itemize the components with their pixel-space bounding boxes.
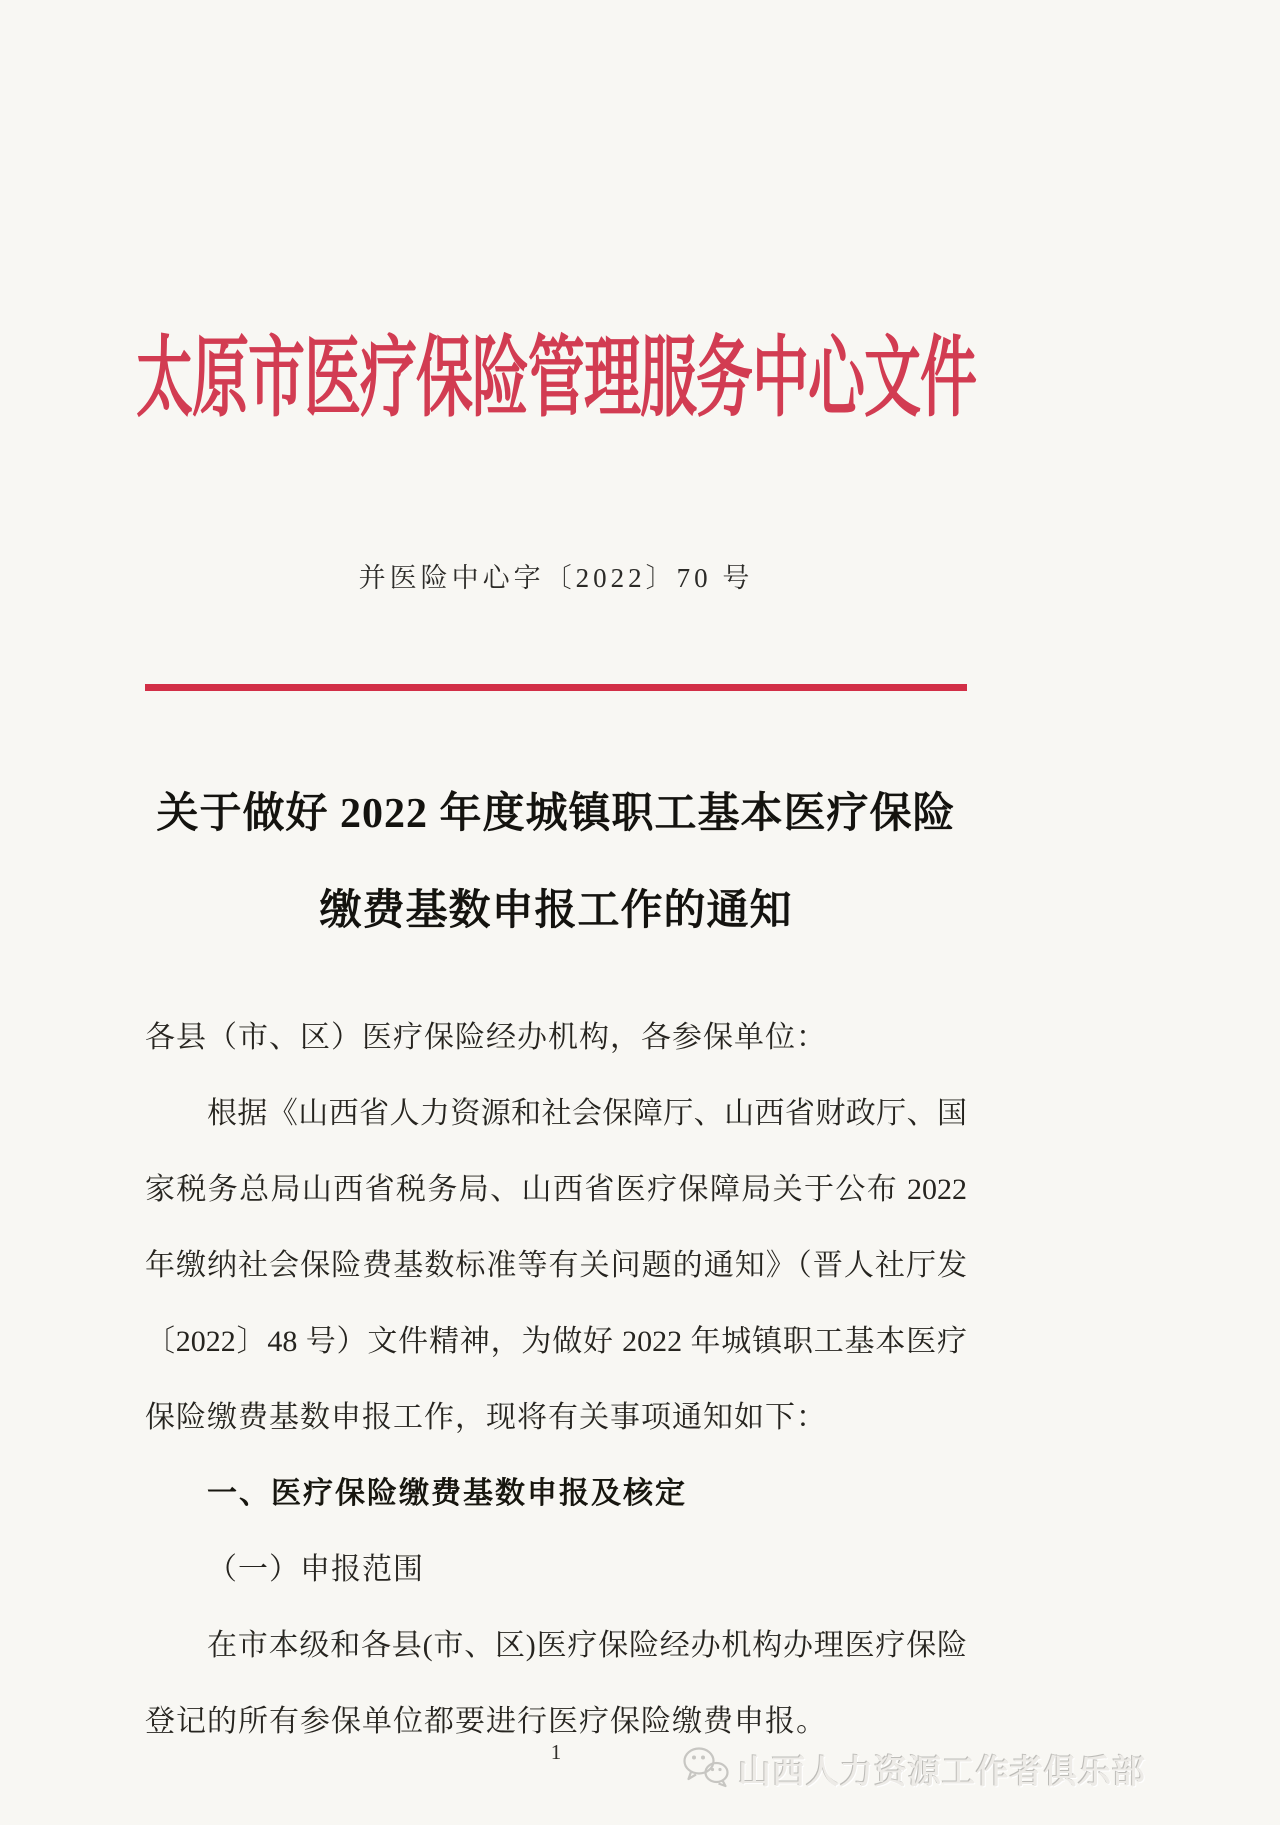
paragraph-line: 根据《山西省人力资源和社会保障厅、山西省财政厅、国 [207, 1097, 967, 1130]
wechat-icon [682, 1746, 730, 1793]
letterhead-org-title: 太原市医疗保险管理服务中心文件 [136, 330, 976, 428]
paragraph-line: 保险缴费基数申报工作，现将有关事项通知如下： [145, 1401, 827, 1434]
document-title-line1: 关于做好 2022 年度城镇职工基本医疗保险 [156, 791, 956, 837]
letterhead [136, 298, 976, 443]
document-number: 并医险中心字〔2022〕70 号 [358, 563, 754, 593]
salutation-line: 各县（市、区）医疗保险经办机构，各参保单位： [145, 1021, 827, 1054]
document-title [145, 766, 967, 960]
paragraph-line: 年缴纳社会保险费基数标准等有关问题的通知》（晋人社厅发 [145, 1249, 967, 1282]
paragraph-line: 在市本级和各县(市、区)医疗保险经办机构办理医疗保险 [207, 1629, 967, 1662]
letterhead-rule [145, 684, 967, 691]
document-body [145, 1000, 967, 1760]
paragraph-line: 〔2022〕48 号）文件精神，为做好 2022 年城镇职工基本医疗 [145, 1325, 967, 1358]
watermark [682, 1746, 1146, 1793]
paragraph-line: 登记的所有参保单位都要进行医疗保险缴费申报。 [145, 1705, 827, 1738]
subsection-heading: （一）申报范围 [207, 1553, 424, 1586]
page-number: 1 [550, 1740, 562, 1764]
document-title-line2: 缴费基数申报工作的通知 [319, 888, 793, 934]
section-heading: 一、医疗保险缴费基数申报及核定 [207, 1477, 687, 1510]
watermark-label: 山西人力资源工作者俱乐部 [738, 1753, 1146, 1790]
paragraph-line: 家税务总局山西省税务局、山西省医疗保障局关于公布 2022 [145, 1173, 967, 1206]
